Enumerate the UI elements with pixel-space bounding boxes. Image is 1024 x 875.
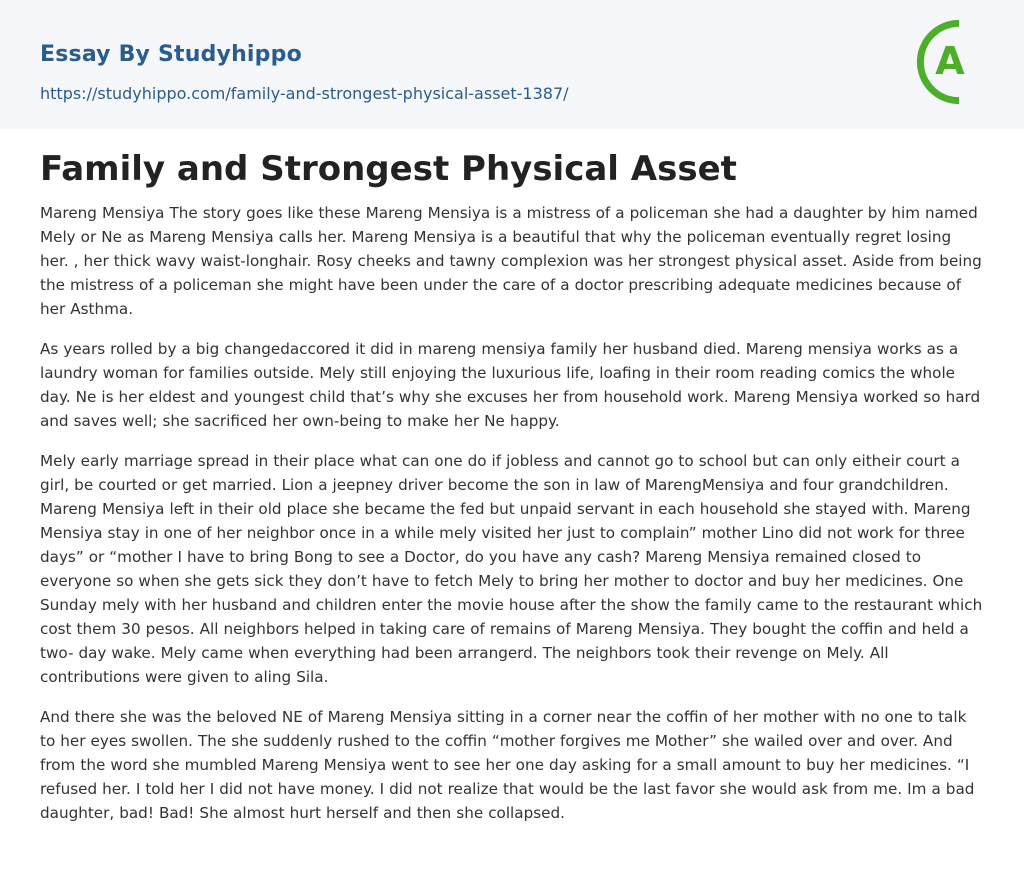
studyhippo-logo-icon[interactable]	[912, 18, 986, 106]
page-title: Family and Strongest Physical Asset	[40, 149, 737, 189]
article	[0, 129, 1024, 825]
paragraph-4: And there she was the beloved NE of Mareng Mensiya sitting in a corner near the coffin of her mother with no one to talk to her eyes swollen. The she suddenly rushed to the coffin “mother forgives me Mother” she wailed over and over. And from the word she mumbled Mareng Mensiya went to see her one day asking for a small amount to buy her medicines. “I refused her. I told her I did not have money. I did not realize that would be the last favor she would ask from me. Im a bad daughter, bad! Bad! She almost hurt herself and then she collapsed.	[40, 708, 975, 822]
paragraph-1: Mareng Mensiya The story goes like these Mareng Mensiya is a mistress of a policeman she had a daughter by him named Mely or Ne as Mareng Mensiya calls her. Mareng Mensiya is a beautiful that why the policeman eventually regret losing her. , her thick wavy waist-longhair. Rosy cheeks and tawny complexion was her strongest physical asset. Aside from being the mistress of a policeman she might have been under the care of a doctor prescribing adequate medicines because of her Asthma.	[40, 204, 982, 318]
site-header	[0, 0, 1024, 129]
brand-title[interactable]: Essay By Studyhippo	[40, 42, 302, 67]
logo-letter: A	[935, 39, 965, 83]
paragraph-2: As years rolled by a big changedaccored it did in mareng mensiya family her husband died. Mareng mensiya works as a laundry woman for families outside. Mely still enjoying the luxurious life, loafing in their room reading comics the whole day. Ne is her eldest and youngest child that’s why she excuses her from household work. Mareng Mensiya worked so hard and saves well; she sacrificed her own-being to make her Ne happy.	[40, 340, 981, 430]
paragraph-3: Mely early marriage spread in their place what can one do if jobless and cannot go to school but can only eitheir court a girl, be courted or get married. Lion a jeepney driver become the son in law of MarengMensiya and four grandchildren. Mareng Mensiya left in their old place she became the fed but unpaid servant in each household she stayed with. Mareng Mensiya stay in one of her neighbor once in a while mely visited her just to complain” mother Lino did not work for three days” or “mother I have to bring Bong to see a Doctor, do you have any cash? Mareng Mensiya remained closed to everyone so when she gets sick they don’t have to fetch Mely to bring her mother to doctor and buy her medicines. One Sunday mely with her husband and children enter the movie house after the show the family came to the restaurant which cost them 30 pesos. All neighbors helped in taking care of remains of Mareng Mensiya. They bought the coffin and held a two- day wake. Mely came when everything had been arrangerd. The neighbors took their revenge on Mely. All contributions were given to aling Sila.	[40, 452, 983, 686]
article-url-link[interactable]: https://studyhippo.com/family-and-strongest-physical-asset-1387/	[40, 84, 569, 103]
